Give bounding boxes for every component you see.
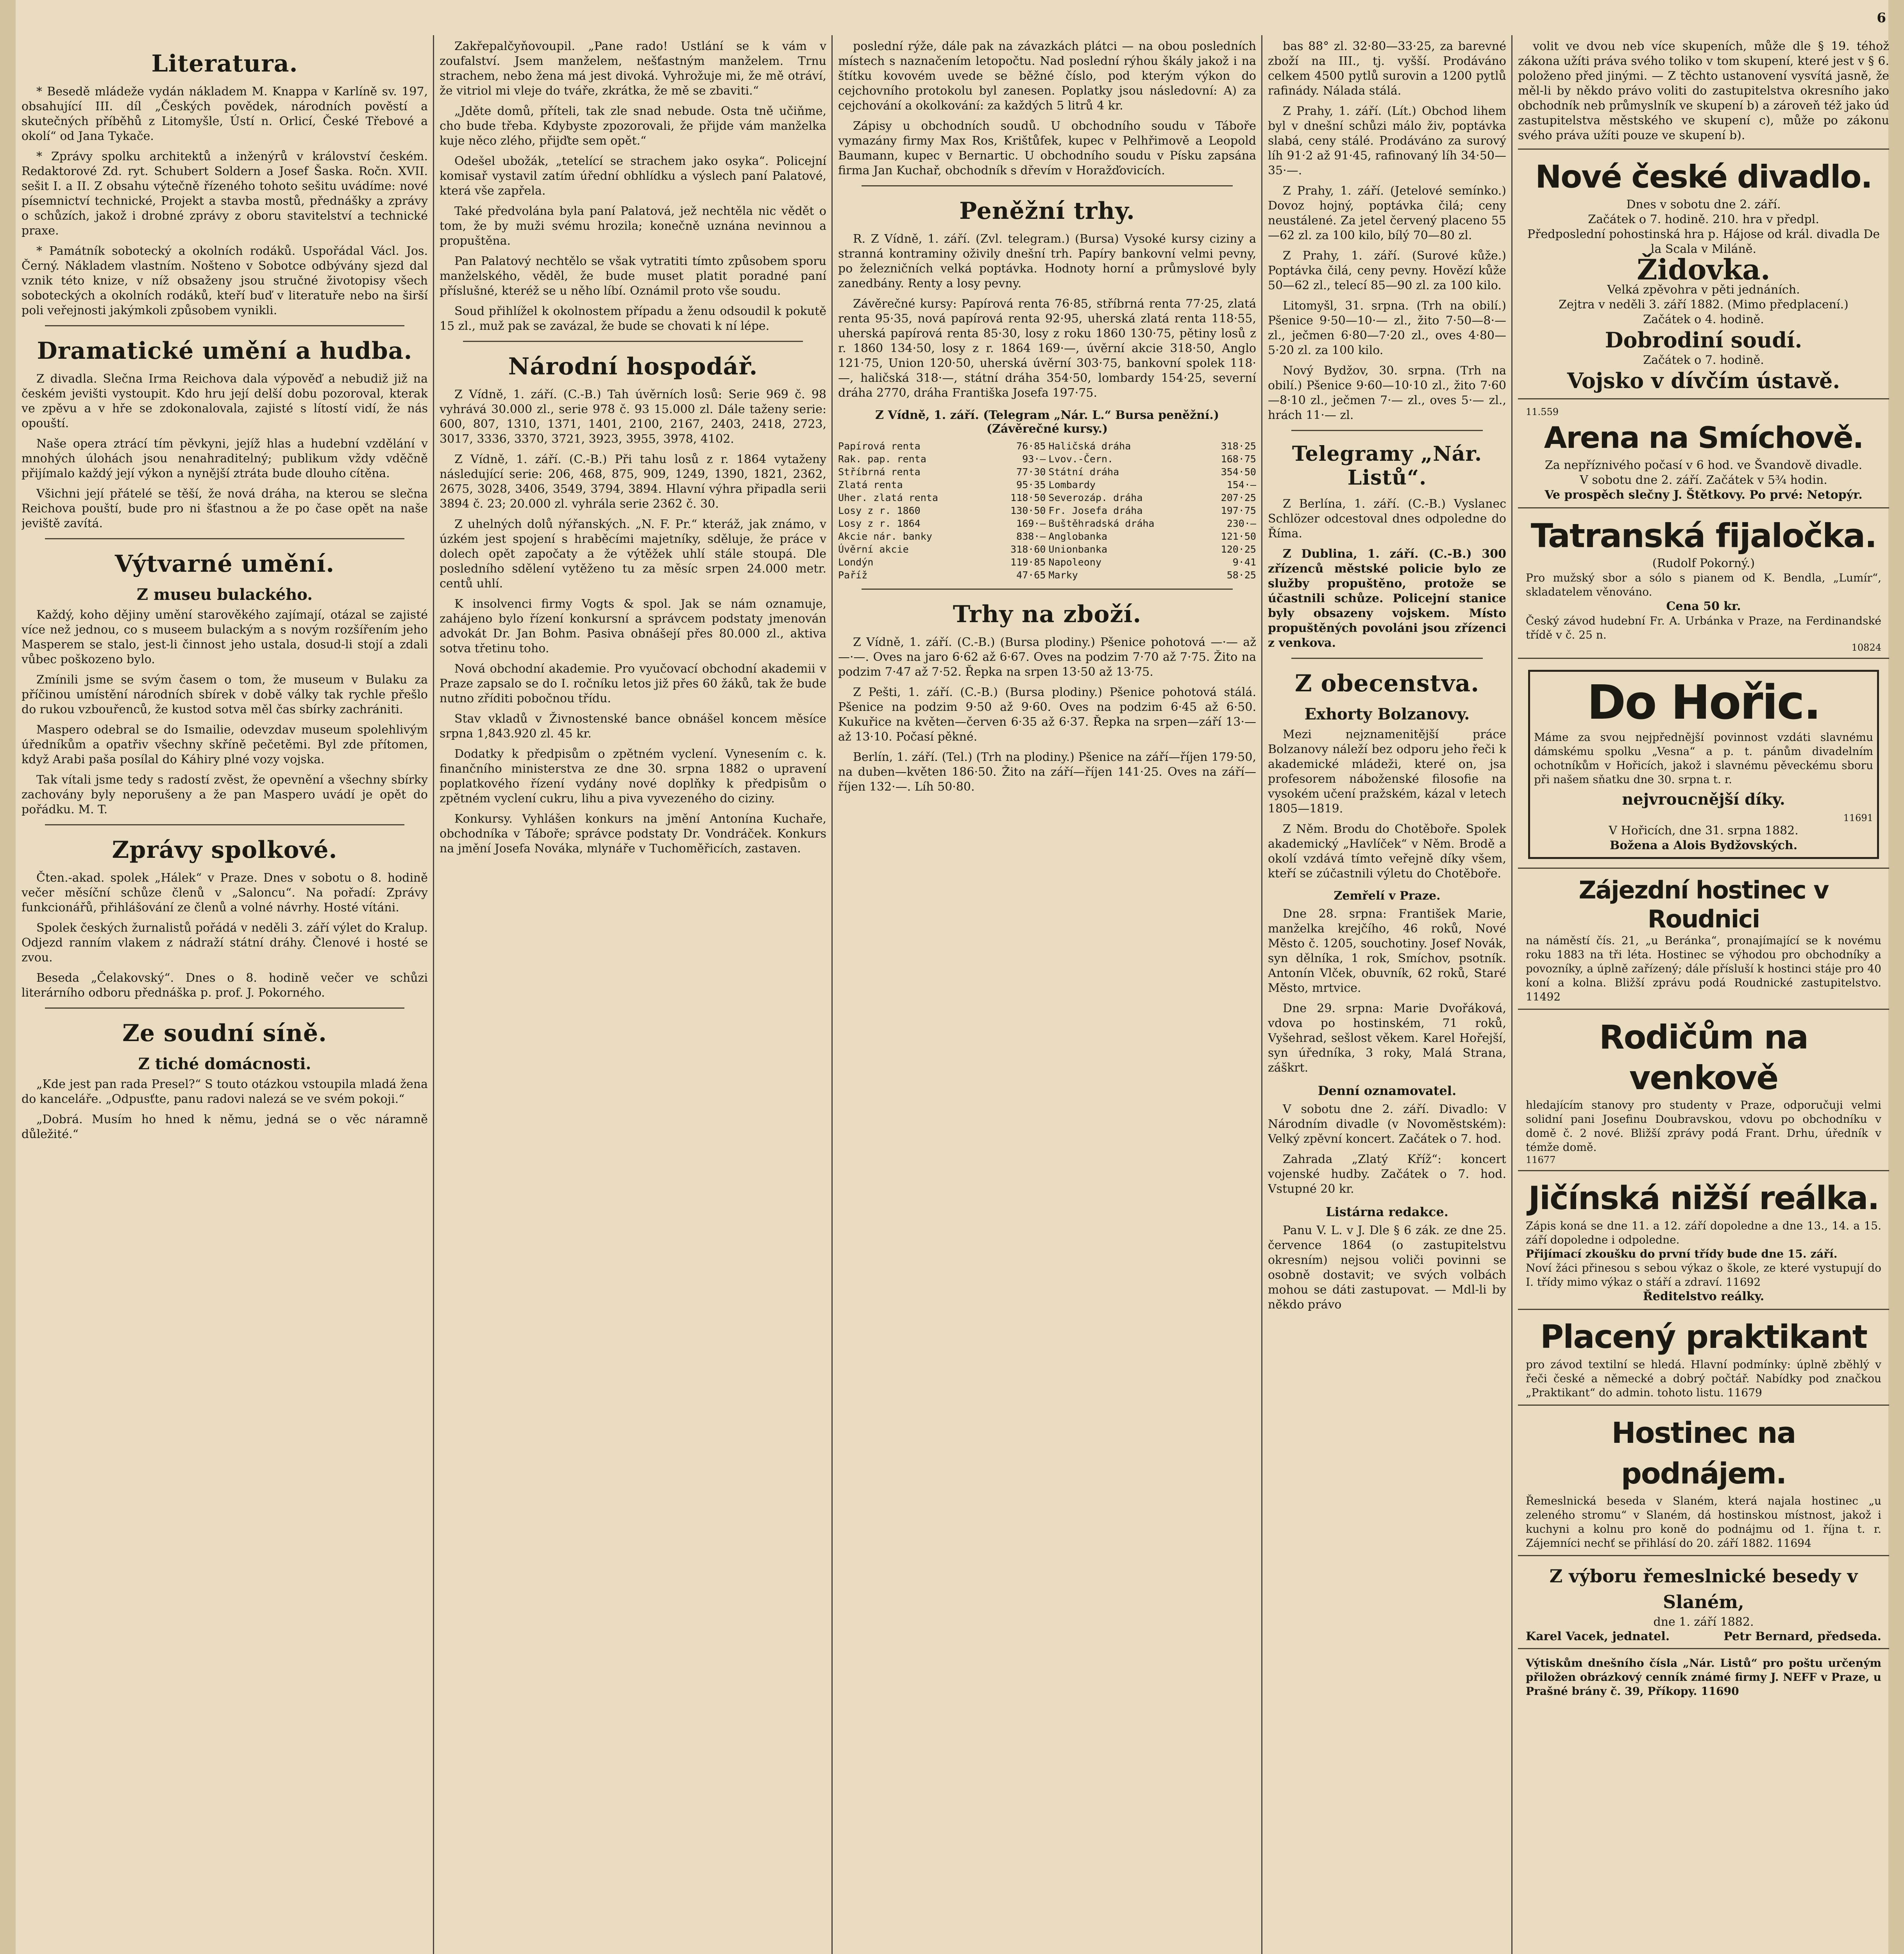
section-divider [862, 589, 1233, 590]
heading-dramaticke-umeni: Dramatické umění a hudba. [37, 337, 413, 365]
heading-soudni-sin: Ze soudní síně. [122, 1020, 327, 1047]
article-paragraph: Také předvolána byla paní Palatová, jež nechtěla nic vědět o tom, že by muži svému hrozila; konečně uznána nevinnou a propuštěna. [440, 204, 826, 248]
heading-trhy-na-zbozi: Trhy na zboží. [953, 601, 1142, 628]
table-cell: Státní dráha [1048, 466, 1119, 478]
article-paragraph: Beseda „Čelakovský“. Dnes o 8. hodině večer ve schůzi literárního odboru přednáška p. prof. J. Pokorného. [21, 971, 428, 1000]
table-cell: Zlatá renta [838, 479, 903, 490]
ad-line: Předposlední pohostinská hra p. Hájose od král. divadla De la Scala v Miláně. [1527, 227, 1880, 256]
ad-text: Řemeslnická beseda v Slaném, která najala hostinec „u zeleného stromu“ v Slaném, dá hostinskou místnost, jakož i kuchyni a kolnu pro koně do podnájmu od 1. října t. r. Zájemníci nechť se přihlásí do 20. září 1882. 11694 [1526, 1494, 1881, 1550]
ad-line: Dnes v sobotu dne 2. září. [1626, 198, 1781, 211]
ad-line: Pro mužský sbor a sólo s pianem od K. Bendla, „Lumír“, skladatelem věnováno. [1526, 571, 1881, 598]
heading-vytvarne-umeni: Výtvarné umění. [114, 550, 335, 578]
article-paragraph: Zmínili jsme se svým časem o tom, že museum v Bulaku za příčinou umístění národních sbírek v době války tak rychle přešlo do rukou vzbouřenců, že kustod sotva měl čas sbírky zachrániti. [21, 673, 428, 716]
article-paragraph: „Dobrá. Musím ho hned k němu, jedná se o věc náramně důležité.“ [21, 1113, 428, 1141]
table-cell: 318·25 [1221, 440, 1256, 452]
subheading-museum: Z museu bulackého. [136, 585, 313, 604]
ad-number: 11.559 [1526, 406, 1559, 417]
table-cell: Haličská dráha [1048, 440, 1131, 452]
ad-title: Tatranská fijaločka. [1530, 517, 1877, 555]
section-divider [463, 341, 803, 342]
table-cell: Londýn [838, 556, 874, 568]
article-paragraph: Z Prahy, 1. září. (Jetelové semínko.) Dovoz hojný, poptávka čilá; ceny neustálené. Za jetel červený placeno 55—62 zl. za 100 kilo, bílý 70—80 zl. [1268, 184, 1506, 242]
article-paragraph: Z Prahy, 1. září. (Surové kůže.) Poptávka čilá, ceny pevny. Hovězí kůže 50—62 zl., telecí 85—90 zl. za 100 kilo. [1268, 249, 1506, 292]
ad-nove-ceske-divadlo [1518, 149, 1889, 398]
ad-title: Rodičům na venkově [1599, 1018, 1808, 1097]
article-paragraph: Stav vkladů v Živnostenské bance obnášel koncem měsíce srpna 1,843.920 zl. 45 kr. [440, 712, 826, 741]
ad-line: Začátek o 7. hodině. [1643, 353, 1764, 367]
column-rule [1511, 35, 1512, 1954]
article-paragraph: V sobotu dne 2. září. Divadlo: V Národním divadle (v Novoměstském): Velký zpěvní koncert. Začátek o 7. hod. [1268, 1102, 1506, 1146]
ad-title: Hostinec na podnájem. [1611, 1416, 1796, 1491]
article-paragraph: Soud přihlížel k okolnostem případu a ženu odsoudil k pokutě 15 zl., muž pak se zavázal, že bude se chovati k ní lépe. [440, 304, 826, 333]
ad-do-horic [1518, 658, 1889, 868]
heading-zpravy-spolkove: Zprávy spolkové. [112, 836, 338, 864]
ad-placeny-praktikant [1518, 1309, 1889, 1405]
subheading-tiche-domacnosti: Z tiché domácnosti. [138, 1055, 311, 1073]
article-paragraph: Z Vídně, 1. září. (C.-B.) (Bursa plodiny.) Pšenice pohotová —·— až —·—. Oves na jaro 6·62 až 6·67. Oves na podzim 7·70 až 7·75. Žito na podzim 7·47 až 7·52. Řepka na srpen 13·50 až 13·75. [838, 635, 1256, 679]
subheading-listarna: Listárna redakce. [1326, 1204, 1448, 1219]
ad-jicinska-realka [1518, 1170, 1889, 1309]
column-rule [1261, 35, 1262, 1954]
article-paragraph: Pan Palatový nechtělo se však vytratiti tímto způsobem sporu manželského, věděl, že bude muset platit poradné paní příslušné, kteréž se u něho líbí. Oznámil proto vše soudu. [440, 254, 826, 298]
paper-edge-left [0, 0, 16, 1954]
article-paragraph: R. Z Vídně, 1. září. (Zvl. telegram.) (Bursa) Vysoké kursy ciziny a stranná kontraminy oživily dnešní trh. Papíry bankovní velmi pevny, po železničních velká poptávka. Hodnoty horní a průmyslové byly zanedbány. Renty a losy pevny. [838, 232, 1256, 290]
ad-hostinec-na-podnajem [1518, 1405, 1889, 1555]
heading-telegramy: Telegramy „Nár. Listů“. [1292, 442, 1482, 490]
article-paragraph: Odešel ubožák, „tetelící se strachem jako osyka“. Policejní komisař vystavil zatím úřední obhlídku a výslech paní Palatové, která vše zapřela. [440, 154, 826, 198]
paper-edge-right [1888, 0, 1904, 1954]
ad-line: Začátek o 4. hodině. [1643, 313, 1764, 326]
ad-signature: Ředitelstvo reálky. [1643, 1290, 1765, 1303]
section-divider [1291, 430, 1483, 431]
ad-line: Za nepříznivého počasí v 6 hod. ve Švandově divadle. [1545, 458, 1863, 472]
ad-title: Placený praktikant [1540, 1319, 1867, 1356]
table-cell: 9·41 [1232, 556, 1256, 568]
article-paragraph: Z Berlína, 1. září. (C.-B.) Vyslanec Schlözer odcestoval dnes odpoledne do Říma. [1268, 497, 1506, 540]
table-cell: 207·25 [1221, 492, 1256, 503]
table-cell: 168·75 [1221, 453, 1256, 465]
table-cell: Úvěrní akcie [838, 544, 909, 555]
table-row [838, 465, 1256, 478]
column-2 [440, 39, 826, 1954]
ad-arena-smichov [1518, 398, 1889, 507]
ad-play-title: Dobrodiní soudí. [1605, 327, 1802, 353]
heading-penezni-trhy: Peněžní trhy. [959, 197, 1135, 225]
article-paragraph: Každý, koho dějiny umění starověkého zajímají, otázal se zajisté více než jednou, co s museem bulackým a s novým rozšířením jeho Masperem se stalo, jest-li činnost jeho ustala, dosud-li stojí a zdali vůbec poškozeno bylo. [21, 608, 428, 666]
article-paragraph: Litomyšl, 31. srpna. (Trh na obilí.) Pšenice 9·50—10·— zl., žito 7·50—8·— zl., ječmen 6·80—7·20 zl., oves 4·80—5·20 zl. za 100 kilo. [1268, 299, 1506, 357]
table-row [838, 453, 1256, 465]
table-cell: Losy z r. 1860 [838, 505, 921, 516]
ad-signature: Karel Vacek, jednatel. [1526, 1630, 1670, 1643]
section-divider [1291, 658, 1483, 659]
ad-text: pro závod textilní se hledá. Hlavní podmínky: úplně zběhlý v řeči české a německé a dobrý počtář. Nabídky pod značkou „Praktikant“ do admin. tohoto listu. 11679 [1526, 1358, 1881, 1399]
article-paragraph: Z Vídně, 1. září. (C.-B.) Tah úvěrních losů: Serie 969 č. 98 vyhrává 30.000 zl., serie 978 č. 93 15.000 zl. Dále taženy serie: 600, 807, 1310, 1371, 1401, 2100, 2167, 2403, 2418, 2723, 3017, 3336, 3370, 3721, 3923, 3955, 3978, 4102. [440, 388, 826, 446]
section-divider [862, 185, 1233, 186]
ad-line: dne 1. září 1882. [1653, 1615, 1754, 1629]
ad-vybor-remeslnicke-besedy [1518, 1555, 1889, 1648]
article-paragraph: Z Něm. Brodu do Chotěboře. Spolek akademický „Havlíček“ v Něm. Brodě a okolí vzdává tímto veřejně díky všem, kteří se zúčastnili výletu do Chotěboře. [1268, 822, 1506, 880]
ad-signatures [1526, 1630, 1881, 1643]
article-paragraph: * Památník sobotecký a okolních rodáků. Uspořádal Václ. Jos. Černý. Nákladem vlastním. Nošteno v Sobotce odbývány sjezd dal vznik této knize, v níž obsaženy jsou stručné životopisy všech soboteckých a okolních rodáků, kteří buď v literatuře nebo na širší poli veřejnosti jakýmkoli způsobem vynikli. [21, 244, 428, 317]
ad-line: Český závod hudební Fr. A. Urbánka v Praze, na Ferdinandské třídě v č. 25 n. [1526, 614, 1881, 641]
column-4 [1268, 39, 1506, 1954]
ad-line: Ve prospěch slečny J. Štětkovy. Po prvé: Netopýr. [1545, 488, 1863, 502]
table-row [838, 569, 1256, 582]
table-cell: 58·25 [1226, 569, 1256, 581]
table-row [838, 440, 1256, 453]
article-paragraph: bas 88° zl. 32·80—33·25, za barevné zboží na III., tj. vyšší. Prodáváno celkem 4500 pytlů surovin a 1200 pytlů rafinády. Nálada stálá. [1268, 39, 1506, 98]
article-paragraph: Z Vídně, 1. září. (C.-B.) Při tahu losů z r. 1864 vytaženy následující serie: 206, 468, 875, 909, 1249, 1390, 1821, 2362, 2675, 3028, 3406, 3549, 3794, 3894. Hlavní výhra připadla serii 3894 č. 23; 20.000 zl. vyhrála serie 2362 č. 30. [440, 453, 826, 511]
article-paragraph: Z Prahy, 1. září. (Lít.) Obchod lihem byl v dnešní schůzi málo živ, poptávka slabá, ceny stálé. Prodáváno za surový líh 91·2 až 91·45, rafinovaný líh 34·50—35·—. [1268, 104, 1506, 177]
table-cell: Paříž [838, 569, 868, 581]
table-cell: 197·75 [1221, 505, 1256, 516]
ad-line: V Hořicích, dne 31. srpna 1882. [1609, 824, 1799, 837]
table-row [838, 530, 1256, 543]
ad-number: 11691 [1843, 812, 1873, 823]
article-paragraph: Tak vítali jsme tedy s radostí zvěst, že opevnění a všechny sbírky zachovány byly neporušeny a že pan Maspero uvádí je opět do pořádku. M. T. [21, 773, 428, 816]
table-cell: 76·85 [1016, 440, 1046, 452]
article-paragraph: Zahrada „Zlatý Kříž“: koncert vojenské hudby. Začátek o 7. hod. Vstupné 20 kr. [1268, 1152, 1506, 1196]
article-paragraph: volit ve dvou neb více skupeních, může dle § 19. téhož zákona užíti práva svého toliko v tom skupení, které jest v § 6. položeno před jinými. — Z těchto ustanovení vysvítá jasně, že měl-li by někdo právo voliti do zastupitelstva okresního jako obchodník neb průmyslník ve skupení b) a zároveň též jako úd zastupitelstva městského ve skupení c), může po zákonu svého práva užíti pouze ve skupení b). [1518, 39, 1889, 142]
table-row [838, 517, 1256, 530]
table-row [838, 504, 1256, 517]
article-paragraph: Naše opera ztrácí tím pěvkyni, jejíž hlas a hudební vzdělání v mnohých úlohách jsou nenahraditelný; publikum vždy vděčně přijímalo každý její výkon a nynější ztráta bude dlouho cítěna. [21, 437, 428, 480]
section-divider [45, 538, 404, 539]
ad-line: Noví žáci přinesou s sebou výkaz o škole, ze které vystupují do I. třídy mimo výkaz o stáří a zdraví. 11692 [1526, 1262, 1881, 1288]
table-cell: 93·— [1022, 453, 1046, 465]
ad-tatranska-fijalocka [1518, 507, 1889, 658]
ad-line: Máme za svou nejpřednější povinnost vzdáti slavnému dámskému spolku „Vesna“ a p. t. pánům divadelním ochotníkům v Hořicích, jakož i slavnému pěveckému sboru při našem sňatku dne 30. srpna t. r. [1534, 731, 1873, 786]
ad-title: Nové české divadlo. [1535, 159, 1872, 195]
ad-box [1528, 670, 1879, 859]
ad-zajezdni-hostinec [1518, 868, 1889, 1009]
table-cell: Fr. Josefa dráha [1048, 505, 1143, 516]
article-paragraph: Zakřepalčyňovoupil. „Pane rado! Ustlání se k vám v zoufalství. Jsem manželem, nešťastným manželem. Trnu strachem, nebo žena má jest divoká. Vyhrožuje mi, že mě otráví, že vitriol mi vleje do tváře, zkrátka, že mě se zbaviti.“ [440, 39, 826, 98]
table-cell: 154·— [1226, 479, 1256, 490]
table-cell: Losy z r. 1864 [838, 518, 921, 529]
ad-line: Zápis koná se dne 11. a 12. září dopoledne a dne 13., 14. a 15. září dopoledne i odpoledne. [1526, 1219, 1881, 1246]
table-cell: 95·35 [1016, 479, 1046, 490]
table-row [838, 556, 1256, 569]
column-rule [433, 35, 434, 1954]
table-row [838, 491, 1256, 504]
heading-z-obecenstva: Z obecenstva. [1294, 670, 1480, 697]
article-paragraph: Závěrečné kursy: Papírová renta 76·85, stříbrná renta 77·25, zlatá renta 95·35, nová papírová renta 92·95, uherská zlatá renta 118·55, uherská papírová renta 85·30, losy z roku 1860 130·75, pětiny losů z r. 1860 134·50, losy z r. 1864 169·—, úvěrní akcie 318·50, Anglo 121·75, Union 120·50, uherská úvěrní 303·75, bankovní spolek 118·—, haličská 318·—, státní dráha 354·50, lombardy 154·25, severní dráha 2770, dráha Františka Josefa 197·75. [838, 297, 1256, 400]
ad-text: na náměstí čís. 21, „u Beránka“, pronajímající se k novému roku 1883 na tři léta. Hostinec se výhodou pro obchodníky a povozníky, a úplně zařízený; dále přísluší k hostinci stáje pro 40 koní a kolna. Bližší zprávu podá Roudnické zastupitelstvo. 11492 [1526, 934, 1881, 1003]
article-paragraph: Berlín, 1. září. (Tel.) (Trh na plodiny.) Pšenice na září—říjen 179·50, na duben—květen 186·50. Žito na září—říjen 141·25. Oves na září—říjen 132·—. Líh 50·80. [838, 750, 1256, 794]
ad-line: nejvroucnější díky. [1622, 790, 1785, 809]
table-cell: 230·— [1226, 518, 1256, 529]
exchange-rate-table [838, 440, 1256, 582]
table-cell: Anglobanka [1048, 531, 1108, 542]
ad-title: Arena na Smíchově. [1544, 420, 1863, 455]
table-cell: 119·85 [1010, 556, 1046, 568]
ad-neff-notice [1518, 1648, 1889, 1703]
ad-line: (Rudolf Pokorný.) [1652, 556, 1755, 570]
subheading-kursy: Z Vídně, 1. září. (Telegram „Nár. L.“ Bursa peněžní.) (Závěrečné kursy.) [875, 408, 1219, 436]
ad-number: 10824 [1851, 642, 1881, 653]
table-cell: Uher. zlatá renta [838, 492, 938, 503]
heading-narodni-hospodar: Národní hospodář. [508, 353, 758, 380]
table-row [838, 478, 1256, 491]
article-paragraph: * Besedě mládeže vydán nákladem M. Knappa v Karlíně sv. 197, obsahující III. díl „Českých povědek, národních pověstí a skutečných příběhů z Litomyšle, Ústí n. Orlicí, České Třebové a okolí“ od Jana Tykače. [21, 85, 428, 143]
table-cell: Akcie nár. banky [838, 531, 932, 542]
ad-line: V sobotu dne 2. září. Začátek v 5¾ hodin. [1580, 473, 1827, 487]
article-paragraph: Z Pešti, 1. září. (C.-B.) (Bursa plodiny.) Pšenice pohotová stálá. Pšenice na podzim 9·50 až 9·60. Oves na podzim 6·45 až 6·50. Kukuřice na květen—červen 6·35 až 6·37. Řepka na srpen—září 13·— až 13·10. Počasí pěkné. [838, 685, 1256, 744]
table-cell: Unionbanka [1048, 544, 1108, 555]
table-cell: Papírová renta [838, 440, 921, 452]
ad-title: Jičínská nižší reálka. [1528, 1180, 1879, 1217]
article-paragraph: Dodatky k předpisům o zpětném vyclení. Vynesením c. k. finančního ministerstva ze dne 30. srpna 1882 o upravení poplatkového řízení vydány nové doplňky k předpisům o zpětném vyclení cukru, lihu a piva vyvezeného do ciziny. [440, 747, 826, 805]
table-cell: 169·— [1016, 518, 1046, 529]
article-paragraph: Dne 29. srpna: Marie Dvořáková, vdova po hostinském, 71 roků, Vyšehrad, sešlost věkem. Karel Hořejší, syn úředníka, 3 roky, Malá Strana, záškrt. [1268, 1002, 1506, 1075]
article-paragraph: Nová obchodní akademie. Pro vyučovací obchodní akademii v Praze zapsalo se do I. ročníku letos již přes 60 žáků, tak že bude nutno zříditi pobočnou třídu. [440, 662, 826, 705]
article-paragraph: Dne 28. srpna: František Marie, manželka krejčího, 46 roků, Nové Město č. 1205, souchotiny. Josef Novák, syn dělníka, 1 rok, Smíchov, psotník. Antonín Vlček, obuvník, 62 roků, Staré Město, mrtvice. [1268, 907, 1506, 995]
article-paragraph: Z Dublina, 1. září. (C.-B.) 300 zřízenců městské policie bylo ze služby propuštěno, protože se účastnili schůze. Policejní stanice byly obsazeny vojskem. Místo propuštěných povoláni jsou zřízenci z venkova. [1268, 547, 1506, 650]
article-paragraph: „Kde jest pan rada Presel?“ S touto otázkou vstoupila mladá žena do kanceláře. „Odpusťte, panu radovi nalezá se ve svém pokoji.“ [21, 1077, 428, 1106]
table-cell: 118·50 [1010, 492, 1046, 503]
table-cell: Severozáp. dráha [1048, 492, 1143, 503]
column-3 [838, 39, 1256, 1954]
table-cell: 318·60 [1010, 544, 1046, 555]
article-paragraph: Z uhelných dolů nýřanských. „N. F. Pr.“ kteráž, jak známo, v úzkém jest spojení s hraběcími majetníky, sděluje, že práce v dolech opět započaty a že výtěžek uhlí stále stoupá. Dle posledního sdělení vytěženo tu za měsíc srpen 24.000 metr. centů uhlí. [440, 517, 826, 590]
article-paragraph: Spolek českých žurnalistů pořádá v neděli 3. září výlet do Kralup. Odjezd ranním vlakem z nádraží státní dráhy. Členové i hosté se zvou. [21, 921, 428, 964]
table-row [838, 543, 1256, 556]
table-cell: Rak. pap. renta [838, 453, 926, 465]
table-cell: Stříbrná renta [838, 466, 921, 478]
heading-literatura: Literatura. [151, 50, 298, 77]
table-cell: 130·50 [1010, 505, 1046, 516]
subheading-denni-oznamovatel: Denní oznamovatel. [1318, 1083, 1457, 1098]
table-cell: Marky [1048, 569, 1078, 581]
ad-text: Výtiskům dnešního čísla „Nár. Listů“ pro poštu určeným přiložen obrázkový cenník známé firmy J. NEFF v Praze, u Prašné brány č. 39, Příkopy. 11690 [1526, 1657, 1881, 1698]
column-5-advertisements [1518, 39, 1889, 1954]
table-cell: 354·50 [1221, 466, 1256, 478]
page-number: 6 [1877, 10, 1886, 26]
article-paragraph: K insolvenci firmy Vogts & spol. Jak se nám oznamuje, zahájeno bylo řízení konkursní a správcem podstaty jmenován advokát Dr. Jan Bohm. Pasiva obnášejí přes 80.000 zl., aktiva sotva třetinu toho. [440, 597, 826, 655]
article-paragraph: Mezi nejznamenitější práce Bolzanovy náleží bez odporu jeho řeči k akademické mládeži, které on, jsa profesorem náboženské filosofie na vysokém učení pražském, kázal v letech 1805—1819. [1268, 728, 1506, 816]
ad-number: 11677 [1526, 1154, 1556, 1165]
column-rule [831, 35, 833, 1954]
ad-title: Do Hořic. [1587, 676, 1820, 730]
ad-line: Zejtra v neděli 3. září 1882. (Mimo předplacení.) [1559, 298, 1849, 311]
table-cell: 838·— [1016, 531, 1046, 542]
ad-signature: Petr Bernard, předseda. [1723, 1630, 1881, 1643]
table-cell: 121·50 [1221, 531, 1256, 542]
table-cell: 77·30 [1016, 466, 1046, 478]
article-paragraph: poslední rýže, dále pak na závazkách plátci — na obou posledních místech s naznačením letopočtu. Nad poslední rýhou škály jakož i na štítku kovovém uvede se běžné číslo, pod kterým výkon do cejchovního protokolu byl zanesen. Poplatky jsou následovní: A) za cejchování a okolkování: za každých 5 litrů 4 kr. [838, 39, 1256, 113]
ad-line: Přijímací zkoušku do první třídy bude dne 15. září. [1526, 1247, 1838, 1260]
ad-text: hledajícím stanovy pro studenty v Praze, odporučuji velmi solidní pani Josefinu Doubravskou, vdovu po obchodníku v domě č. 2 nové. Bližší zprávy podá Frant. Drhu, úředník v témže domě. [1526, 1099, 1881, 1154]
ad-play-title: Vojsko v dívčím ústavě. [1567, 368, 1840, 393]
subheading-exhorty: Exhorty Bolzanovy. [1304, 705, 1470, 723]
ad-line: Velká zpěvohra v pěti jednáních. [1607, 283, 1800, 297]
article-paragraph: Konkursy. Vyhlášen konkurs na jmění Antonína Kuchaře, obchodníka v Táboře; správce podstaty Dr. Vondráček. Konkurs na jmění Josefa Nováka, mlynáře v Tuchoměřicích, zastaven. [440, 812, 826, 855]
ad-signature: Božena a Alois Bydžovských. [1609, 839, 1798, 852]
table-cell: 47·65 [1016, 569, 1046, 581]
column-1 [21, 39, 428, 1954]
table-cell: Lvov.-Čern. [1048, 453, 1114, 465]
article-paragraph: „Jděte domů, příteli, tak zle snad nebude. Osta tně učiňme, cho bude třeba. Kdybyste zpozorovali, že přijde vám manželka kuje něco zlého, přijďte sem opět.“ [440, 104, 826, 148]
table-cell: 120·25 [1221, 544, 1256, 555]
ad-rodicum-na-venkove [1518, 1009, 1889, 1170]
ad-line: Začátek o 7. hodině. 210. hra v předpl. [1588, 213, 1819, 226]
ad-price: Cena 50 kr. [1666, 599, 1741, 613]
article-paragraph: Nový Bydžov, 30. srpna. (Trh na obilí.) Pšenice 9·60—10·10 zl., žito 7·60—8·10 zl., ječmen 7·— zl., oves 5·— zl., hrách 11·— zl. [1268, 364, 1506, 422]
table-cell: Napoleony [1048, 556, 1102, 568]
section-divider [45, 1007, 404, 1009]
subheading-zemreli: Zemřelí v Praze. [1334, 889, 1441, 903]
article-paragraph: Panu V. L. v J. Dle § 6 zák. ze dne 25. července 1864 (o zastupitelstvu okresním) nejsou voliči povinni se osobně dostavit; ve svých volbách mohou se dáti zastupovat. — Mdl-li by někdo právo [1268, 1224, 1506, 1312]
ad-play-title: Židovka. [1637, 253, 1770, 286]
ad-title: Z výboru řemeslnické besedy v Slaném, [1549, 1566, 1858, 1612]
table-cell: Buštěhradská dráha [1048, 518, 1155, 529]
article-paragraph: Zápisy u obchodních soudů. U obchodního soudu v Táboře vymazány firmy Max Ros, Krištůfek, kupec v Pelhřimově a Leopold Baumann, kupec v Bernartic. U obchodního soudu v Písku zapsána firma Jan Kuchař, obchodník s dřevím v Horažďovicích. [838, 119, 1256, 177]
article-paragraph: Z divadla. Slečna Irma Reichova dala výpověď a nebudiž již na českém jevišti vystoupit. Kdo hru její delší dobu pozoroval, kterak ve zpěvu a v hře se zdokonalovala, zajisté s lítostí vidí, že nás opouští. [21, 372, 428, 430]
article-paragraph: * Zprávy spolku architektů a inženýrů v království českém. Redaktorové Zd. ryt. Schubert Soldern a Josef Šaska. Ročn. XVII. sešit I. a II. Z obsahu výtečně řízeného tohoto sešitu uvádíme: nové písemnictví technické, Projekt a stavba mostů, přednášky a zprávy o schůzích, jakož i drobné zprávy z oboru stavitelství a technické praxe. [21, 150, 428, 238]
ad-title: Zájezdní hostinec v Roudnici [1579, 876, 1829, 933]
table-cell: Lombardy [1048, 479, 1096, 490]
section-divider [45, 325, 404, 326]
article-paragraph: Všichni její přátelé se těší, že nová dráha, na kterou se slečna Reichova pouští, bude pro ni šťastnou a že po čase opět na naše jeviště zavítá. [21, 487, 428, 530]
article-paragraph: Čten.-akad. spolek „Hálek“ v Praze. Dnes v sobotu o 8. hodině večer měsíční schůze členů v „Saloncu“. Na pořadí: Zprávy funkcionářů, přihlášování ze členů a volné návrhy. Hosté vítáni. [21, 871, 428, 914]
article-paragraph: Maspero odebral se do Ismailie, odevzdav museum spolehlivým úředníkům a opatřiv všechny skříně pečetěmi. Byl zde přítomen, když Arabi paša posílal do Káhiry plné vozy vojska. [21, 723, 428, 766]
section-divider [45, 824, 404, 825]
